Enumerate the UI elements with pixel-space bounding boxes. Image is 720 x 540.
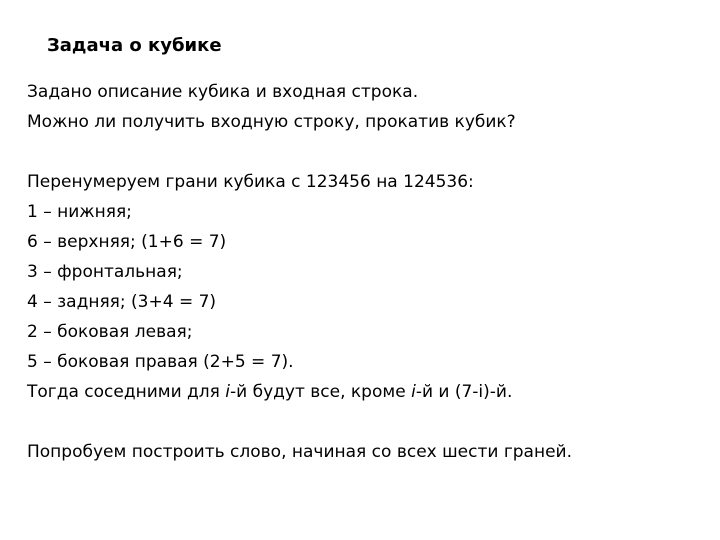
face-line-back: 4 – задняя; (3+4 = 7): [27, 292, 217, 312]
paragraph-spacer: [27, 137, 707, 167]
face-line-top: 6 – верхняя; (1+6 = 7): [27, 232, 227, 252]
neighbors-text-1: Тогда соседними для: [27, 382, 226, 402]
slide-body: [27, 77, 707, 467]
intro-line-2: Можно ли получить входную строку, прокатив кубик?: [27, 112, 516, 132]
neighbors-text-3: -й и (7-i)-й.: [415, 382, 513, 402]
face-line-left: 2 – боковая левая;: [27, 322, 193, 342]
paragraph-spacer: [27, 407, 707, 437]
face-line-right: 5 – боковая правая (2+5 = 7).: [27, 352, 294, 372]
neighbors-i-2: i: [411, 382, 416, 402]
neighbors-text-2: -й будут все, кроме: [230, 382, 412, 402]
renumber-line: Перенумеруем грани кубика с 123456 на 124536:: [27, 172, 474, 192]
slide-title: Задача о кубике: [47, 35, 222, 56]
neighbors-i-1: i: [225, 382, 231, 402]
face-line-front: 3 – фронтальная;: [27, 262, 183, 282]
face-line-bottom: 1 – нижняя;: [27, 202, 132, 222]
conclusion-line: Попробуем построить слово, начиная со всех шести граней.: [27, 442, 573, 462]
neighbors-line: [27, 377, 707, 407]
intro-line-1: Задано описание кубика и входная строка.: [27, 82, 419, 102]
